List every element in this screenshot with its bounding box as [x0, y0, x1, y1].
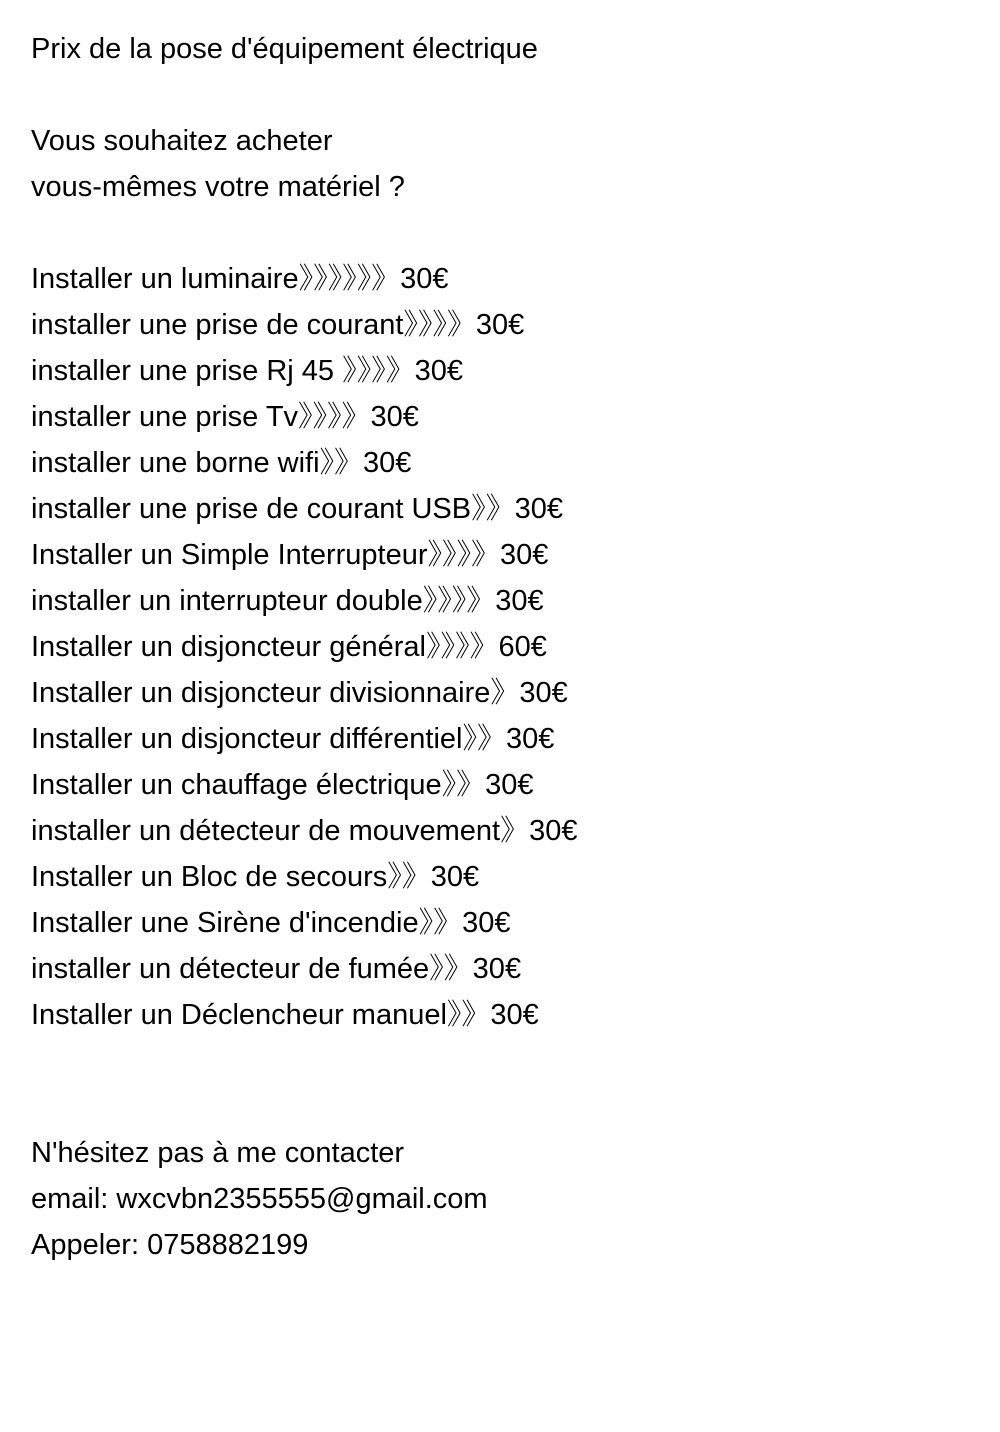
price-item: Installer un Bloc de secours》》30€ [31, 861, 480, 893]
contact-intro: N'hésitez pas à me contacter [31, 1137, 405, 1169]
spacer [31, 1038, 971, 1130]
price-item: installer un interrupteur double》》》》30€ [31, 585, 544, 617]
price-item: installer une prise Tv》》》》30€ [31, 401, 419, 433]
question-line-1: Vous souhaitez acheter [31, 125, 333, 157]
price-item: installer un détecteur de fumée》》30€ [31, 953, 522, 985]
price-item: Installer un disjoncteur divisionnaire》30€ [31, 677, 568, 709]
price-item: Installer un chauffage électrique》》30€ [31, 769, 534, 801]
price-item: Installer un Simple Interrupteur》》》》30€ [31, 539, 549, 571]
spacer [31, 210, 971, 256]
price-item: installer une borne wifi》》30€ [31, 447, 412, 479]
price-item: Installer un Déclencheur manuel》》30€ [31, 999, 539, 1031]
price-item: Installer une Sirène d'incendie》》30€ [31, 907, 511, 939]
contact-phone: Appeler: 0758882199 [31, 1229, 309, 1261]
price-item: installer une prise Rj 45 》》》》30€ [31, 355, 463, 387]
price-item: installer une prise de courant》》》》30€ [31, 309, 525, 341]
spacer [31, 72, 971, 118]
price-item: Installer un luminaire》》》》》》30€ [31, 263, 449, 295]
price-item: Installer un disjoncteur différentiel》》30€ [31, 723, 555, 755]
contact-email: email: wxcvbn2355555@gmail.com [31, 1183, 488, 1215]
question-line-2: vous-mêmes votre matériel ? [31, 171, 405, 203]
document-title: Prix de la pose d'équipement électrique [31, 33, 538, 65]
price-item: installer une prise de courant USB》》30€ [31, 493, 563, 525]
price-item: Installer un disjoncteur général》》》》60€ [31, 631, 547, 663]
price-document [31, 26, 971, 1268]
price-item: installer un détecteur de mouvement》30€ [31, 815, 578, 847]
price-list [31, 256, 971, 1038]
